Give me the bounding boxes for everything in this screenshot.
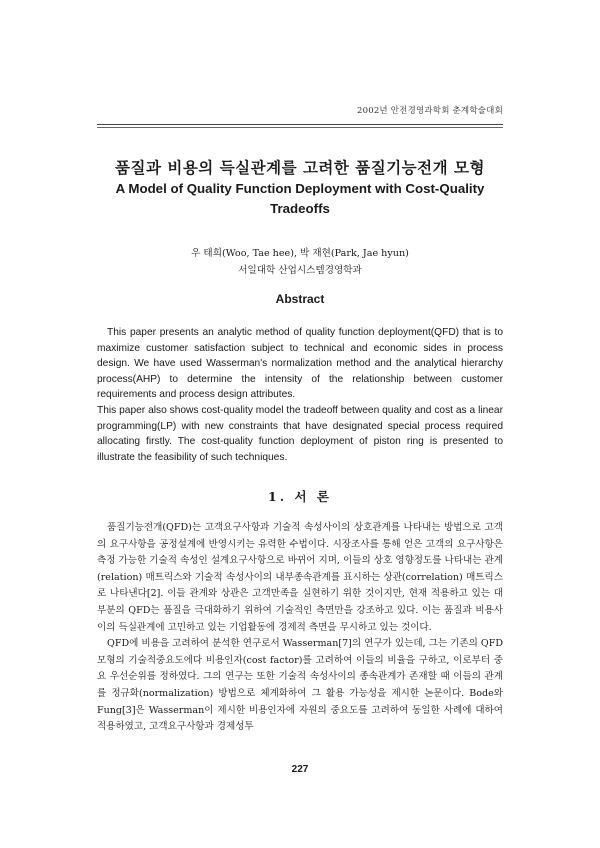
section-heading: 1. 서 론: [268, 489, 332, 504]
abstract-body: [97, 325, 503, 465]
page-number: 227: [291, 764, 309, 775]
section-paragraph-2: QFD에 비용을 고려하여 분석한 연구로서 Wasserman[7]의 연구가 있는데, 그는 기존의 QFD모형의 기술적중요도에다 비용인자(cost factor)를 고려하여 이들의 비율을 구하고, 이로부터 중요 우선순위를 정하였다. 그의 연구는 또한 기술적 속성사이의 종속관계가 존재할 때 이들의 관계를 정규화(normalization) 방법으로 체계화하여 그 활용 가능성을 제시한 논문이다. Bode와 Fung[3]은 Wasserman이 제시한 비용인자에 자원의 중요도를 고려하여 동일한 사례에 대하여 적용하였고, 고객요구사항과 경제성투: [97, 638, 503, 733]
section-paragraph-1: 품질기능전개(QFD)는 고객요구사항과 기술적 속성사이의 상호관계를 나타내는 방법으로 고객의 요구사항을 공정설계에 반영시키는 유력한 수법이다. 시장조사를 통해 얻은 고객의 요구사항은 측정 가능한 기술적 속성인 설계요구사항으로 바뀌어 지며, 이들의 상호 영향정도를 나타내는 관계(relation) 매트릭스와 기술적 속성사이의 내부종속관계를 표시하는 상관(correlation) 매트릭스로 나타낸다[2]. 이들 관계와 상관은 고객만족을 실현하기 위한 것이지만, 현재 적용하고 있는 대부분의 QFD는 품질을 극대화하기 위하여 기술적인 측면만을 강조하고 있다. 이는 품질과 비용사이의 득실관계에 고민하고 있는 기업활동에 경제적 측면을 무시하고 있는 것이다.: [97, 522, 503, 633]
author-affiliation: 서일대학 산업시스템경영학과: [238, 265, 362, 276]
title-korean: 품질과 비용의 득실관계를 고려한 품질기능전개 모형: [115, 158, 485, 177]
section-body: [97, 520, 503, 736]
abstract-heading: Abstract: [275, 292, 325, 306]
header-rule: [97, 124, 503, 125]
header-rule-thin: [97, 127, 503, 128]
conference-header: 2002년 안전경영과학회 춘계학술대회: [357, 106, 503, 116]
abstract-paragraph-1: This paper presents an analytic method of quality function deployment(QFD) that is to maximize customer satisfaction subject to technical and economic sides in process design. We have used Wasserman's normalization method and the analytical hierarchy process(AHP) to determine the intensity of the relationship between customer requirements and process design attributes.: [97, 327, 503, 401]
abstract-paragraph-2: This paper also shows cost-quality model the tradeoff between quality and cost as a linear programming(LP) with new constraints that have designated special process required allocating firstly. The cost-quality function deployment of piston ring is presented to illustrate the feasibility of such techniques.: [97, 404, 503, 463]
title-english: A Model of Quality Function Deployment with Cost-Quality Tradeoffs: [115, 181, 485, 216]
author-names: 우 태희(Woo, Tae hee), 박 재현(Park, Jae hyun): [191, 248, 409, 259]
